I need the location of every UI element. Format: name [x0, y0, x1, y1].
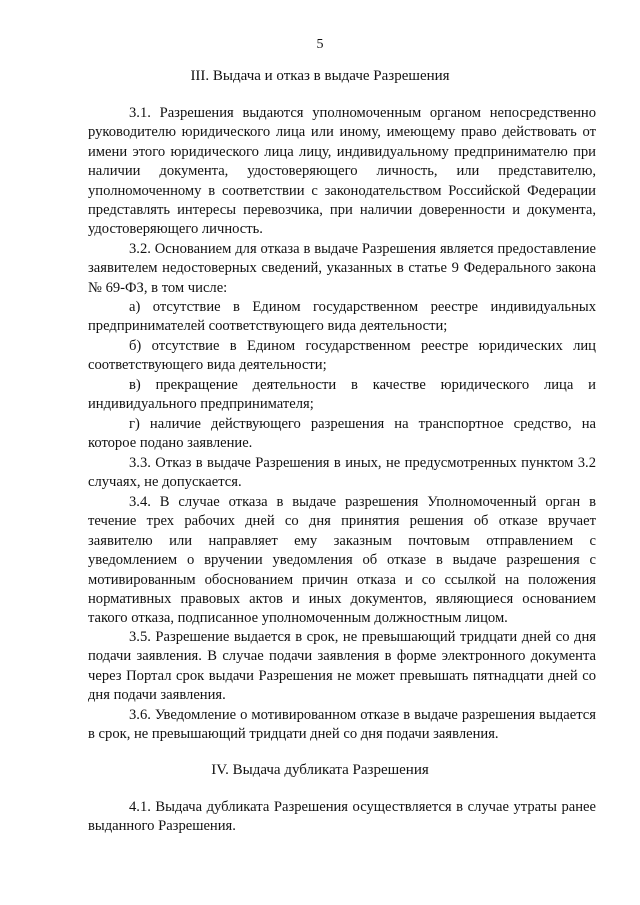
- paragraph-4-1: 4.1. Выдача дубликата Разрешения осуществляется в случае утраты ранее выданного Разрешения.: [88, 799, 596, 835]
- paragraph-3-4: 3.4. В случае отказа в выдаче разрешения Уполномоченный орган в течение трех рабочих дней со дня принятия решения об отказе вручает заявителю или направляет ему заказным почтовым отправлением с уведомлением о вручении уведомления об отказе в выдаче разрешения с мотивированным обоснованием причин отказа и со ссылкой на положения нормативных правовых актов и иных документов, являющиеся основанием такого отказа, подписанное уполномоченным должностным лицом.: [88, 494, 596, 627]
- list-item-b: б) отсутствие в Едином государственном реестре юридических лиц соответствующего вида деятельности;: [88, 338, 596, 374]
- section-heading: III. Выдача и отказ в выдаче Разрешения: [190, 68, 450, 84]
- list-item-v: в) прекращение деятельности в качестве юридического лица и индивидуального предпринимателя;: [88, 377, 596, 413]
- paragraph-3-3: 3.3. Отказ в выдаче Разрешения в иных, не предусмотренных пунктом 3.2 случаях, не допускается.: [88, 455, 596, 491]
- paragraph-3-5: 3.5. Разрешение выдается в срок, не превышающий тридцати дней со дня подачи заявления. В случае подачи заявления в форме электронного документа через Портал срок выдачи Разрешения не может превышать пятнадцати дней со дня подачи заявления.: [88, 629, 596, 704]
- paragraph-3-2: 3.2. Основанием для отказа в выдаче Разрешения является предоставление заявителем недостоверных сведений, указанных в статье 9 Федерального закона № 69-ФЗ, в том числе:: [88, 241, 596, 296]
- paragraph-3-6: 3.6. Уведомление о мотивированном отказе в выдаче разрешения выдается в срок, не превышающий тридцати дней со дня подачи заявления.: [88, 707, 596, 743]
- paragraph-3-1: 3.1. Разрешения выдаются уполномоченным органом непосредственно руководителю юридического лица или иному, имеющему право действовать от имени этого юридического лица лицу, индивидуальному предпринимателю при наличии документа, удостоверяющего личность, или представителю, уполномоченному в соответствии с законодательством Российской Федерации представлять интересы перевозчика, при наличии доверенности и документа, удостоверяющего личность.: [88, 105, 596, 238]
- page-number: 5: [316, 37, 324, 52]
- list-item-a: а) отсутствие в Едином государственном реестре индивидуальных предпринимателей соответствующего вида деятельности;: [88, 299, 596, 335]
- list-item-g: г) наличие действующего разрешения на транспортное средство, на которое подано заявление.: [88, 416, 596, 452]
- section-heading: IV. Выдача дубликата Разрешения: [211, 762, 429, 778]
